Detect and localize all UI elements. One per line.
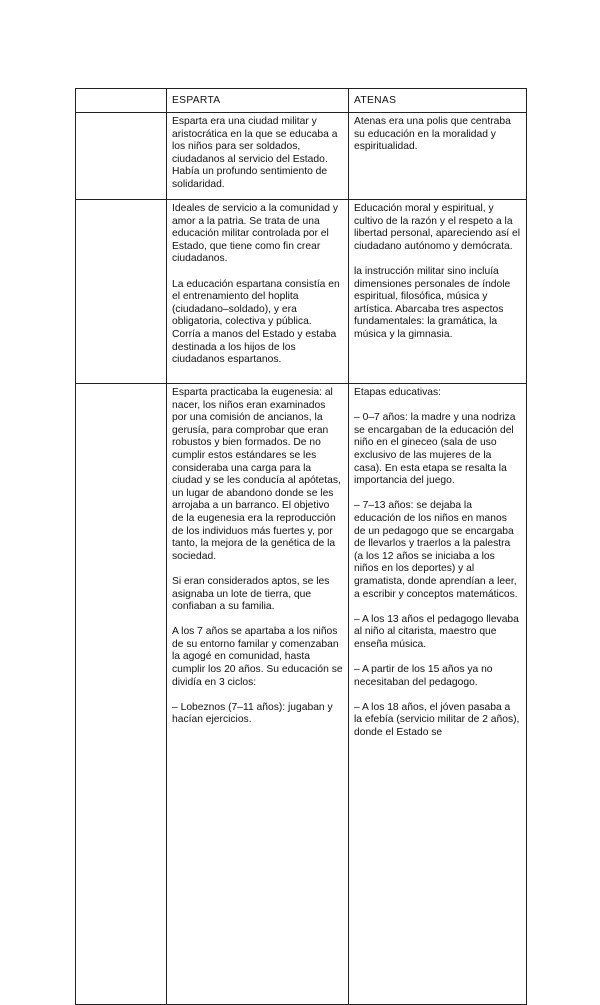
atenas-cell — [349, 113, 527, 200]
cell-paragraph: Etapas educativas: — [354, 387, 442, 398]
cell-paragraph: la instrucción militar sino incluía dimensiones personales de índole espiritual, filosófica, música y artística. Abarcaba tres aspectos fundamentales: la gramática, la música y la gimnasia. — [354, 265, 511, 340]
esparta-cell — [167, 384, 349, 1005]
cell-paragraph: – A los 18 años, el jóven pasaba a la efebía (servicio militar de 2 años), donde el Estado se — [354, 701, 520, 739]
atenas-cell — [349, 384, 527, 1005]
esparta-cell — [167, 200, 349, 384]
cell-paragraph: Educación moral y espiritual, y cultivo de la razón y el respeto a la libertad personal, apareciendo así el ciudadano autónomo y demócrata. — [354, 203, 521, 252]
header-esparta: ESPARTA — [167, 89, 349, 113]
table-row — [76, 113, 527, 200]
esparta-cell — [167, 113, 349, 200]
comparison-table — [75, 88, 527, 1005]
cell-paragraph: Atenas era una polis que centraba su educación en la moralidad y espiritualidad. — [354, 116, 511, 153]
cell-paragraph: La educación espartana consistía en el entrenamiento del hoplita (ciudadano–soldado), y era obligatoria, colectiva y pública. Corría a manos del Estado y estaba destinada a los hijos de los ciudadanos espartanos. — [172, 278, 340, 366]
cell-paragraph: Ideales de servicio a la comunidad y amor a la patria. Se trata de una educación militar controlada por el Estado, que tiene como fin crear ciudadanos. — [172, 203, 338, 265]
row-label-cell — [76, 384, 167, 1005]
cell-paragraph: – A los 13 años el pedagogo llevaba al niño al citarista, maestro que enseña música. — [354, 613, 519, 650]
header-cell-empty — [76, 89, 167, 113]
cell-paragraph: Esparta practicaba la eugenesia: al nacer, los niños eran examinados por una comisión de ancianos, la gerusía, para comprobar que eran robustos y bien formados. De no cumplir estos estándares se les consideraba una carga para la ciudad y se les conducía al apótetas, un lugar de abandono donde se les arrojaba a un barranco. El objetivo de la eugenesia era la reproducción de los individuos más fuertes y, por tanto, la mejora de la genética de la sociedad. — [172, 387, 341, 562]
row-label-cell — [76, 200, 167, 384]
cell-paragraph: – Lobeznos (7–11 años): jugaban y hacían ejercicios. — [172, 701, 333, 726]
cell-paragraph: Si eran considerados aptos, se les asignaba un lote de tierra, que confiaban a su familia. — [172, 575, 330, 613]
atenas-cell — [349, 200, 527, 384]
table-row — [76, 200, 527, 384]
header-row — [76, 89, 527, 113]
cell-paragraph: – 7–13 años: se dejaba la educación de los niños en manos de un pedagogo que se encargaba de llevarlos y traerlos a la palestra (a los 12 años se iniciaba a los niños en los deportes) y al gramatista, donde aprendían a leer, a escribir y conceptos matemáticos. — [354, 500, 518, 600]
table-row — [76, 384, 527, 1005]
header-atenas: ATENAS — [349, 89, 527, 113]
cell-paragraph: Esparta era una ciudad militar y aristocrática en la que se educaba a los niños para ser soldados, ciudadanos al servicio del Estado. Había un profundo sentimiento de solidaridad. — [172, 116, 338, 190]
cell-paragraph: – A partir de los 15 años ya no necesitaban del pedagogo. — [354, 664, 493, 688]
row-label-cell — [76, 113, 167, 200]
cell-paragraph: – 0–7 años: la madre y una nodriza se encargaban de la educación del niño en el gineceo (sala de uso exclusivo de las mujeres de la casa). En esta etapa se resalta la importancia del juego. — [354, 412, 516, 487]
cell-paragraph: A los 7 años se apartaba a los niños de su entorno familar y comenzaban la agogé en comunidad, hasta cumplir los 20 años. Su educación se dividía en 3 ciclos: — [172, 626, 343, 688]
